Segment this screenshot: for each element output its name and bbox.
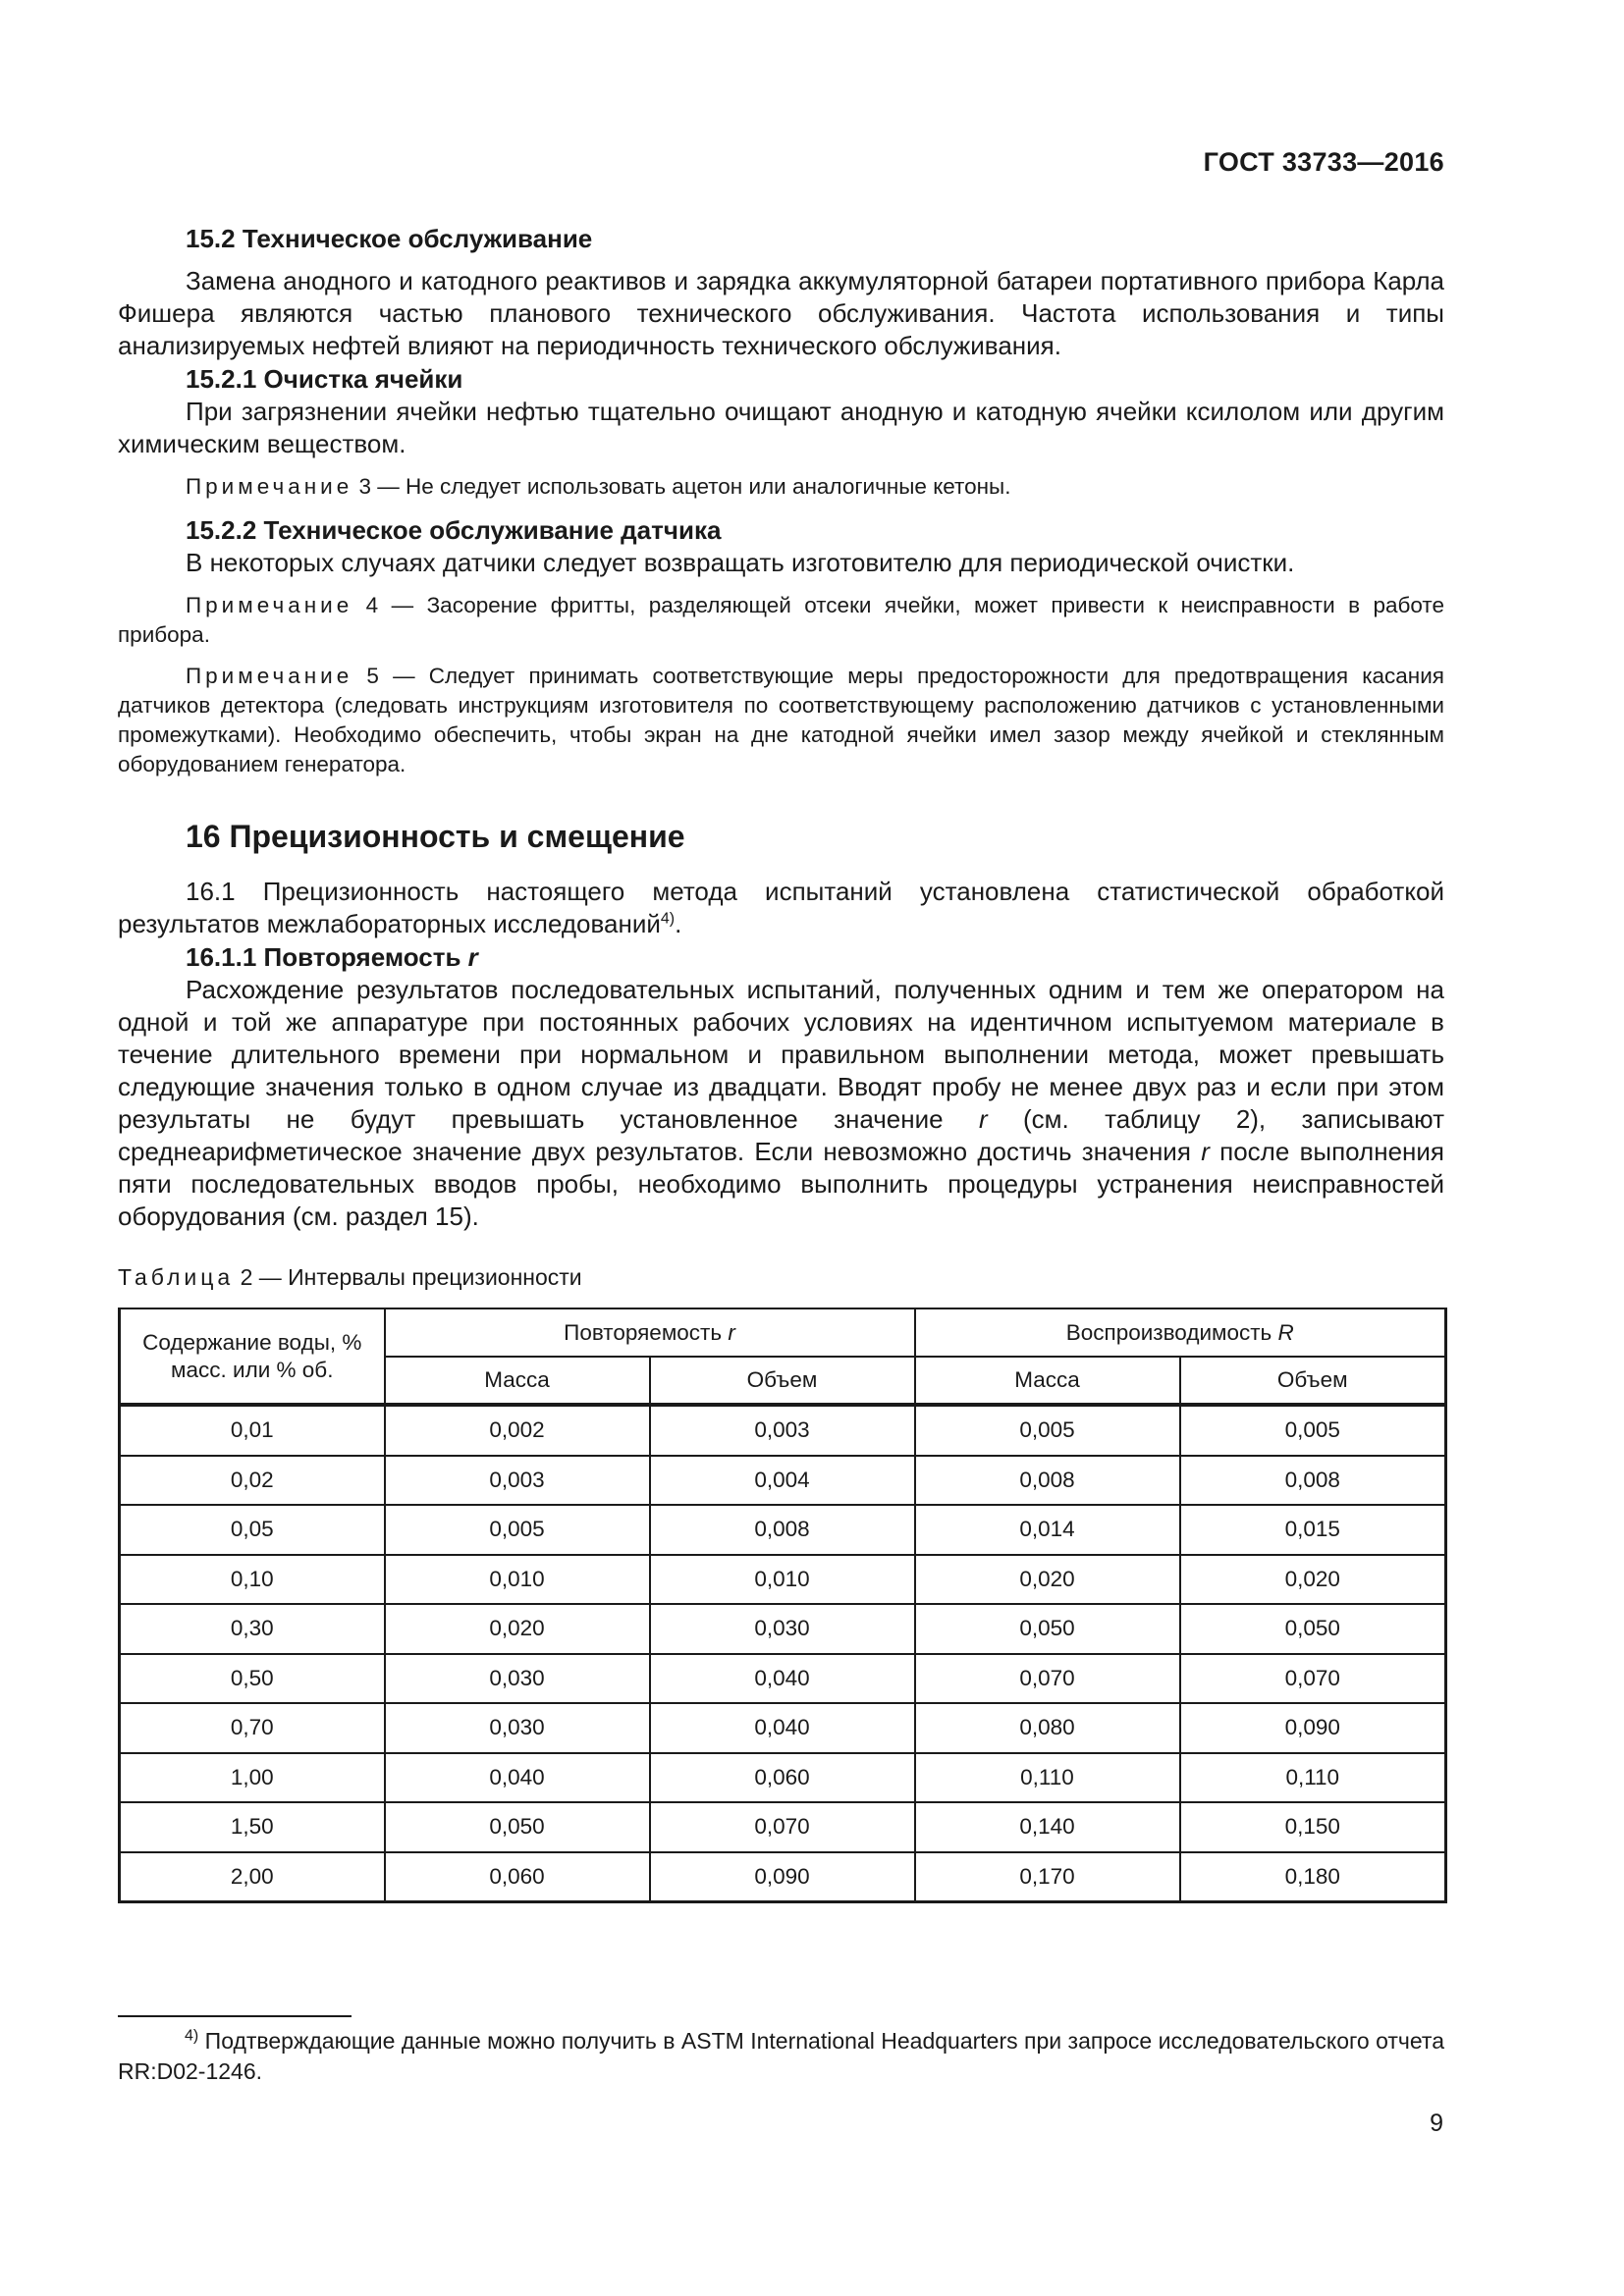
section-16-1-1-text [118,974,1444,1233]
section-16-1-1-title-main: 16.1.1 Повторяемость [186,942,468,972]
table-cell: 0,090 [1180,1703,1446,1753]
table-cell: 0,030 [650,1604,915,1654]
section-15-2-text: Замена анодного и катодного реактивов и зарядка аккумуляторной батареи портативного прибора Карла Фишера являются частью планового технического обслуживания. Частота использования и типы анализируемых нефтей влияют на периодичность технического обслуживания. [118,266,1444,360]
section-16-1-end: . [675,909,682,938]
table-cell: 0,020 [915,1555,1180,1605]
table-cell: 0,080 [915,1703,1180,1753]
table-cell: 0,050 [385,1802,650,1852]
table-cell: 0,010 [650,1555,915,1605]
table-2-caption-text: 2 — Интервалы прецизионности [234,1264,582,1290]
table-cell: 0,030 [385,1703,650,1753]
table-row [120,1753,1446,1803]
table-cell: 0,170 [915,1852,1180,1902]
section-16-1-text [118,876,1444,940]
section-15-2-1-title: 15.2.1 Очистка ячейки [186,364,463,394]
table-cell: 0,040 [385,1753,650,1803]
table-cell: 0,008 [1180,1456,1446,1506]
table-cell: 1,50 [120,1802,385,1852]
section-15-2-1-text: При загрязнении ячейки нефтью тщательно очищают анодную и катодную ячейки ксилолом или другим химическим веществом. [118,397,1444,458]
note-3 [118,472,1444,502]
table-cell: 0,040 [650,1703,915,1753]
table-cell: 0,004 [650,1456,915,1506]
table-cell: 0,10 [120,1555,385,1605]
table-row [120,1703,1446,1753]
table-cell: 0,005 [915,1405,1180,1456]
table-cell: 0,060 [650,1753,915,1803]
note-5-text: 5 — Следует принимать соответствующие меры предосторожности для предотвращения касания датчиков детектора (следовать инструкциям изготовителя по соответствующему расположению датчиков с установленными промежутками). Необходимо обеспечить, чтобы экран на дне катодной ячейки имел зазор между ячейкой и стеклянным оборудованием генератора. [118,664,1444,776]
table-cell: 0,01 [120,1405,385,1456]
header-reproducibility-var: R [1277,1319,1294,1345]
table-cell: 0,008 [650,1505,915,1555]
page-number: 9 [1430,2109,1443,2137]
table-cell: 0,110 [915,1753,1180,1803]
table-cell: 1,00 [120,1753,385,1803]
table-2-caption-label: Таблица [118,1264,235,1290]
variable-r-2: r [1201,1137,1210,1166]
variable-r-1: r [978,1104,988,1134]
footnote-separator [118,2015,352,2017]
section-16-1-1-title-var: r [467,942,478,972]
table-2-caption [118,1262,1444,1292]
footnote-text: Подтверждающие данные можно получить в ASTM International Headquarters при запросе исследовательского отчета RR:D02-1246. [118,2028,1444,2084]
table-cell: 0,50 [120,1654,385,1704]
table-cell: 0,060 [385,1852,650,1902]
table-row [120,1505,1446,1555]
header-repeatability-label: Повторяемость [564,1319,729,1345]
table-cell: 0,040 [650,1654,915,1704]
table-row [120,1555,1446,1605]
note-4-label: Примечание [186,593,353,617]
note-5 [118,662,1444,779]
table-cell: 0,014 [915,1505,1180,1555]
header-reproducibility-label: Воспроизводимость [1065,1319,1278,1345]
table-cell: 0,070 [650,1802,915,1852]
section-16-title: 16 Прецизионность и смещение [186,819,685,854]
section-16-1-1-text-c: после выполнения пяти последовательных вводов пробы, необходимо выполнить процедуры устранения неисправностей оборудования (см. раздел 15). [118,1137,1444,1231]
table-cell: 2,00 [120,1852,385,1902]
table-row [120,1802,1446,1852]
document-code: ГОСТ 33733—2016 [1203,147,1444,177]
header-repeatability-var: r [728,1319,735,1345]
subheader-repeat-mass: Масса [385,1357,650,1405]
table-cell: 0,05 [120,1505,385,1555]
table-cell: 0,003 [385,1456,650,1506]
section-16-1-1-text-a: Расхождение результатов последовательных испытаний, полученных одним и тем же оператором на одной и той же аппаратуре при постоянных рабочих условиях на идентичном испытуемом материале в течение длительного времени при нормальном и правильном выполнении метода, может превышать следующие значения только в одном случае из двадцати. Вводят пробу не менее двух раз и если при этом результаты не будут превышать установленное значение [118,975,1444,1134]
table-row [120,1654,1446,1704]
table-row [120,1456,1446,1506]
table-cell: 0,005 [385,1505,650,1555]
table-cell: 0,140 [915,1802,1180,1852]
subheader-reprod-volume: Объем [1180,1357,1446,1405]
precision-table-body [120,1405,1446,1902]
subheader-repeat-volume: Объем [650,1357,915,1405]
table-cell: 0,003 [650,1405,915,1456]
section-15-2-2-text: В некоторых случаях датчики следует возвращать изготовителю для периодической очистки. [186,548,1295,577]
table-cell: 0,02 [120,1456,385,1506]
table-cell: 0,150 [1180,1802,1446,1852]
table-cell: 0,015 [1180,1505,1446,1555]
section-16-1-body: 16.1 Прецизионность настоящего метода испытаний установлена статистической обработкой результатов межлабораторных исследований [118,877,1444,938]
header-water-content: Содержание воды, % масс. или % об. [120,1308,385,1405]
table-cell: 0,030 [385,1654,650,1704]
page-content [118,222,1444,1903]
table-cell: 0,30 [120,1604,385,1654]
table-cell: 0,020 [1180,1555,1446,1605]
note-3-label: Примечание [186,474,353,499]
table-cell: 0,70 [120,1703,385,1753]
header-reproducibility [915,1308,1446,1357]
table-cell: 0,050 [1180,1604,1446,1654]
section-16-1-1-title [118,940,1444,974]
table-row [120,1852,1446,1902]
table-cell: 0,180 [1180,1852,1446,1902]
table-cell: 0,070 [1180,1654,1446,1704]
table-cell: 0,050 [915,1604,1180,1654]
footnote-ref: 4) [660,910,676,928]
table-cell: 0,110 [1180,1753,1446,1803]
table-cell: 0,002 [385,1405,650,1456]
table-cell: 0,005 [1180,1405,1446,1456]
table-cell: 0,090 [650,1852,915,1902]
table-cell: 0,010 [385,1555,650,1605]
note-4-text: 4 — Засорение фритты, разделяющей отсеки ячейки, может привести к неисправности в работе прибора. [118,593,1444,647]
precision-table [118,1308,1447,1903]
footnote-mark: 4) [185,2027,199,2045]
note-5-label: Примечание [186,664,353,688]
table-cell: 0,008 [915,1456,1180,1506]
section-16-1-1-text-b: (см. таблицу 2), записывают среднеарифметическое значение двух результатов. Если невозможно достичь значения [118,1104,1444,1166]
table-row [120,1604,1446,1654]
note-3-text: 3 — Не следует использовать ацетон или аналогичные кетоны. [352,474,1011,499]
section-15-2-title: 15.2 Техническое обслуживание [186,224,593,253]
table-cell: 0,070 [915,1654,1180,1704]
section-15-2-2-title: 15.2.2 Техническое обслуживание датчика [186,515,722,545]
table-row [120,1405,1446,1456]
footnote [118,2026,1444,2087]
header-repeatability [385,1308,915,1357]
note-4 [118,591,1444,650]
subheader-reprod-mass: Масса [915,1357,1180,1405]
table-cell: 0,020 [385,1604,650,1654]
